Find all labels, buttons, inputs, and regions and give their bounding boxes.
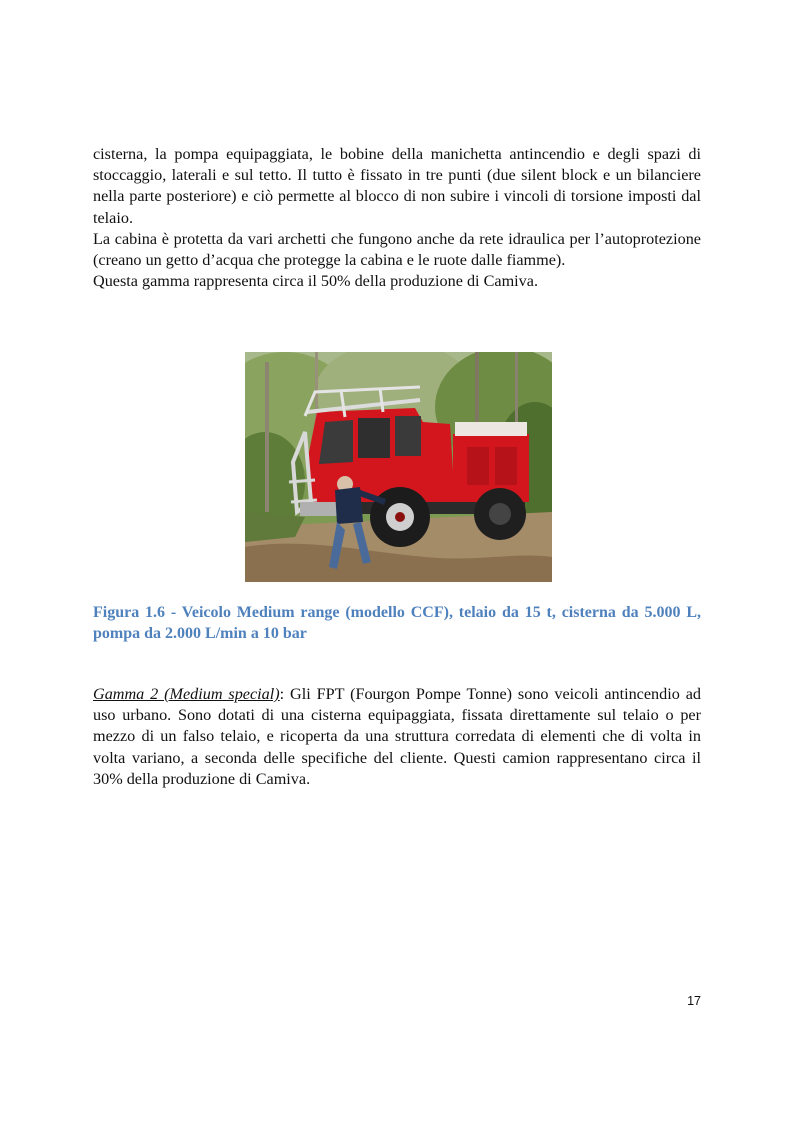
paragraph-text: cisterna, la pompa equipaggiata, le bobine della manichetta antincendio e degli spazi di stoccaggio, laterali e sul tetto. Il tutto è fissato in tre punti (due silent block e un bilanciere nella parte posteriore) e ciò permette al blocco di non subire i vincoli di torsione imposti dal telaio.: [93, 145, 701, 227]
page-number: 17: [687, 994, 701, 1008]
figure-caption: Figura 1.6 - Veicolo Medium range (modello CCF), telaio da 15 t, cisterna da 5.000 L, pompa da 2.000 L/min a 10 bar: [93, 604, 701, 642]
paragraph-text: La cabina è protetta da vari archetti che fungono anche da rete idraulica per l’autoprotezione (creano un getto d’acqua che protegge la cabina e le ruote dalle fiamme).: [93, 229, 701, 270]
gamma-2-body: : Gli FPT (Fourgon Pompe Tonne) sono veicoli antincendio ad uso urbano. Sono dotati di una cisterna equipaggiata, fissata direttamente sul telaio o per mezzo di un falso telaio, e ricoperta da una struttura corredata di elementi che di volta in volta variano, a seconda delle specifiche del cliente. Questi camion rappresentano circa il 30% della produzione di Camiva.: [93, 685, 701, 788]
paragraph-text: Questa gamma rappresenta circa il 50% della produzione di Camiva.: [93, 272, 538, 291]
paragraph-continuation: [93, 144, 701, 292]
paragraph-gamma-2: [93, 684, 701, 790]
gamma-2-title: Gamma 2 (Medium special): [93, 685, 280, 703]
truck-photo: [245, 352, 552, 582]
